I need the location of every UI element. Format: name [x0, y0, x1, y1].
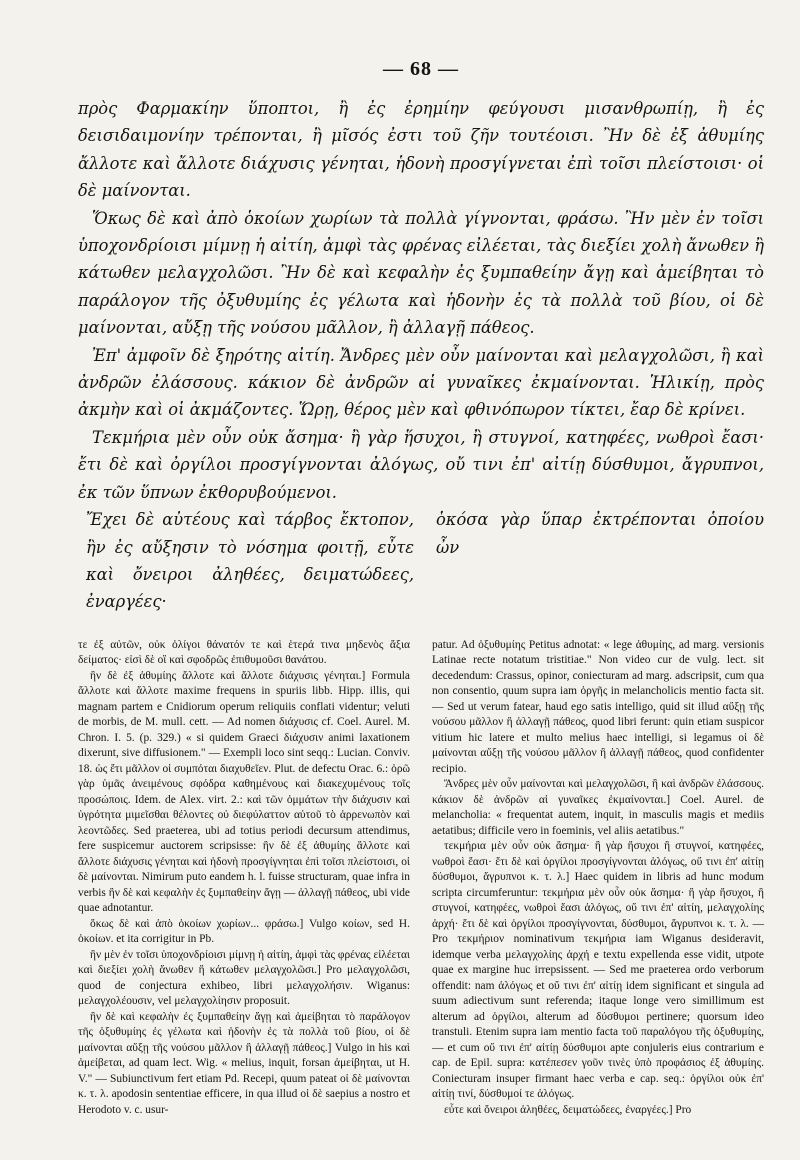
page-number: — 68 —	[383, 58, 459, 80]
footnote-paragraph: ἢν δὲ ἐξ ἀθυμίης ἄλλοτε καὶ ἄλλοτε διάχυσις γένηται.] Formula ἄλλοτε καὶ ἄλλοτε maxime frequens in spuriis libb. Hipp. illis, qui magnam partem e Cnidiorum operum reliquiis conflati videntur; veluti de morbis, de M. mull. cett. — Ad nomen διάχυσις cf. Coel. Aurel. M. Chron. I. 5. (p. 329.) « si quidem Graeci διάχυσιν animi laxationem dixerunt, sive diffusionem." — Exempli loco sint seqq.: Lucian. Conviv. 18. ὡς ἔτι μᾶλλον οἱ συμπόται διαχυθεῖεν. Plut. de defectu Orac. 6.: ὁρῶ γὰρ ὑμᾶς ἀνειμένους σφόδρα καθημένους καὶ διακεχυμένους τοῖς προσώποις. Idem. de Alex. virt. 2.: καὶ τῶν ὀμμάτων τὴν διάχυσιν καὶ ὑγρότητα μιμεῖσθαι θέλοντες οὐ διεφύλαττον αὐτοῦ τὸ ἀρρενωπὸν καὶ λεοντῶδες. Sed praeterea, ubi ad totius periodi decursum attendimus, fere suspicemur auctorem scripsisse: ἢν δὲ ἐξ ἀθυμίης ἄλλοτε καὶ ἄλλοτε διάχυσις γένηται καὶ ἡδονὴ προσγίγνηται ἐπὶ τοῖσι πλείστοισι, οἱ δὲ μαίνονται. Nimirum puto eandem h. l. fuisse structuram, quae infra in verbis ἢν δὲ καὶ κεφαλὴν ἐς ξυμπαθείην ἄγῃ — ἀλλαγῇ πάθεος, ubi vide quae adnotantur.	[78, 669, 410, 915]
footnote-paragraph: patur. Ad ὀξυθυμίης Petitus adnotat: « lege ἀθυμίης, ad marg. versionis Latinae recte notatum tristitiae." Non video cur de vulg. lect. sit decedendum: Crassus, opinor, coniecturam ad marg. adscripsit, cum qua non consentio, quum supra iam ὀργῆς in melancholicis mentio facta sit. — Sed ut verum fatear, haud ego satis intelligo, quid sit illud αὔξῃ τῆς νούσου μᾶλλον ἢ ἀλλαγῇ πάθεος, quod libri ferunt: quin etiam suspicor vitium hic latere et multo melius haec intelligi, si legamus οἱ δὲ μαίνονται αὔξῃ τῆς νούσου μᾶλλον ἢ ἀλλαγῇ πάθεος, quod confidenter recipio.	[432, 638, 764, 775]
footnote-paragraph: ἢν δὲ καὶ κεφαλὴν ἐς ξυμπαθείην ἄγῃ καὶ ἀμείβηται τὸ παράλογον τῆς ὀξυθυμίης ἐς γέλωτα καὶ ἡδονὴν ἐς τὰ πολλὰ τοῦ βίου, οἱ δὲ μαίνονται αὔξῃ τῆς νούσου μᾶλλον ἢ ἀλλαγῇ πάθεος.] Vulgo in his καὶ ἀμείβεται, ad quam lect. Wig. « melius, inquit, forsan ἀμείβηται, ut H. V." — Subiunctivum fert etiam Pd. Recepi, quum pateat οἱ δὲ μαίνονται κ. τ. λ. apodosin sententiae efficere, in qua illud οἱ δὲ saepius a nostro et Herodoto v. c. usur-	[78, 1010, 410, 1116]
footnote-column-left	[78, 638, 410, 1119]
footnote-paragraph: Ἄνδρες μὲν οὖν μαίνονται καὶ μελαγχολῶσι, ἢ καὶ ἀνδρῶν ἐλάσσους. κάκιον δὲ ἀνδρῶν αἱ γυναῖκες ἐκμαίνονται.] Coel. Aurel. de melancholia: « frequentat autem, inquit, in masculis magis et mediis aetatibus; difficile vero in foeminis, vel aliis aetatibus."	[432, 778, 764, 837]
main-paragraph: Ὅκως δὲ καὶ ἀπὸ ὁκοίων χωρίων τὰ πολλὰ γίγνονται, φράσω. Ἢν μὲν ἐν τοῖσι ὑποχονδρίοισι μίμνῃ ἡ αἰτίη, ἀμφὶ τὰς φρένας εἰλέεται, τὰς διεξίει χολὴ ἄνωθεν ἢ κάτωθεν μελαγχολῶσι. Ἢν δὲ καὶ κεφαλὴν ἐς ξυμπαθείην ἄγῃ καὶ ἀμείβηται τὸ παράλογον τῆς ὀξυθυμίης ἐς γέλωτα καὶ ἡδονὴν ἐς τὰ πολλὰ τοῦ βίου, οἱ δὲ μαίνονται, αὔξῃ τῆς νούσου μᾶλλον, ἢ ἀλλαγῇ πάθεος.	[78, 208, 764, 338]
footnote-paragraph: ἢν μὲν ἐν τοῖσι ὑποχονδρίοισι μίμνῃ ἡ αἰτίη, ἀμφὶ τὰς φρένας εἰλέεται καὶ διεξίει χολὴ ἄνωθεν ἢ κάτωθεν μελαγχολῶσι.] Pro μελαγχολῶσι, quod de conjectura exhibeo, libri μελαγχολήσιν. Wiganus: μελαγχολέουσιν, vel μελαγχολίησιν proposuit.	[78, 948, 410, 1008]
footnote-paragraph: τεκμήρια μὲν οὖν οὐκ ἄσημα· ἢ γὰρ ἥσυχοι ἢ στυγνοί, κατηφέες, νωθροὶ ἔασι· ἔτι δὲ καὶ ὀργίλοι προσγίγνονται ἀλόγως, οὔ τινι ἐπ' αἰτίῃ δύσθυμοι, ἄγρυπνοι κ. τ. λ.] Haec quidem in libris ad hunc modum scripta circumferuntur: τεκμήρια μὲν οὖν οὐκ ἄσημα· ἢ γὰρ ἥσυχοι, ἢ στυγνοί, κατηφέες, νωθροὶ ἔασι ἀλόγως, οὔ τινι ἐπ' αἰτίη, μελαγχολίης ἀρχή· ἔτι δὲ καὶ ὀργίλοι προσγίγνονται, δύσθυμοι, ἄγρυπνοι κ. τ. λ. — Pro τεκμήριον nominativum τεκμήρια iam Wiganus desideravit, idemque verba μελαγχολίης ἀρχή e textu expellenda esse vidit, utpote quae ex margine huc irrepsissent. — Sed me praeterea ordo verborum offendit: nam ἀλόγως et οὔ τινι ἐπ' αἰτίῃ idem significant et singula ad suum adiectivum sunt referenda; itaque longe vero simillimum est alterum ad ὀργίλοι, alterum ad δύσθυμοι pertinere; quorsum ideo transtuli. Etenim supra iam mentio facta τοῦ παραλόγου τῆς ὀξυθυμίης, — et cum οὔ τινι ἐπ' αἰτίῃ δύσθυμοι apte conjuleris eius contrarium e cap. de Epil. supra: κατέπεσεν γοῦν τινὲς ὑπὸ προφάσιος ἐξ ἀθυμίης. Coniecturam insuper firmant haec verba e cap. seq.: ὀργίλοι οὐκ ἐπ' αἰτίῃ τινί, δύσθυμοί τε ἀλόγως.	[432, 840, 764, 1101]
footnotes	[78, 638, 764, 1119]
main-split-left: Ἔχει δὲ αὐτέους καὶ τάρβος ἔκτοπον, ἢν ἐς αὔξησιν τὸ νόσημα φοιτῇ, εὖτε καὶ ὄνειροι ἀληθέες, δειματώδεες, ἐναργέες·	[86, 510, 414, 612]
main-paragraph: πρὸς Φαρμακίην ὕποπτοι, ἢ ἐς ἐρημίην φεύγουσι μισανθρωπίῃ, ἢ ἐς δεισιδαιμονίην τρέπονται, ἢ μῖσός ἐστι τοῦ ζῆν τουτέοισι. Ἢν δὲ ἐξ ἀθυμίης ἄλλοτε καὶ ἄλλοτε διάχυσις γένηται, ἡδονὴ προσγίγνεται ἐπὶ τοῖσι πλείστοισι· οἱ δὲ μαίνονται.	[78, 99, 764, 201]
footnote-paragraph: ὅκως δὲ καὶ ἀπὸ ὁκοίων χωρίων... φράσω.] Vulgo κοίων, sed H. ὁκοίων. et ita corrigitur in Pb.	[78, 917, 410, 946]
footnote-column-right	[432, 638, 764, 1119]
main-greek-text	[78, 95, 764, 616]
main-split-line	[78, 506, 764, 616]
footnote-paragraph: τε ἐξ αὐτῶν, οὐκ ὀλίγοι θάνατόν τε καὶ ἑτερά τινα μηδενὸς ἄξια δείματος· εἰσὶ δὲ οἳ καὶ σφοδρῶς ἐπιθυμοῦσι θανάτου.	[78, 638, 410, 667]
main-paragraph: Τεκμήρια μὲν οὖν οὐκ ἄσημα· ἢ γὰρ ἥσυχοι, ἢ στυγνοί, κατηφέες, νωθροὶ ἔασι· ἔτι δὲ καὶ ὀργίλοι προσγίγνονται ἀλόγως, οὔ τινι ἐπ' αἰτίῃ δύσθυμοι, ἄγρυπνοι, ἐκ τῶν ὕπνων ἐκθορυβούμενοι.	[78, 427, 764, 502]
footnote-paragraph: εὖτε καὶ ὄνειροι ἀληθέες, δειματώδεες, ἐναργέες.] Pro	[444, 1103, 692, 1116]
main-split-right: ὁκόσα γὰρ ὕπαρ ἐκτρέπονται ὁποίου ὦν	[436, 510, 764, 557]
main-paragraph: Ἐπ' ἀμφοῖν δὲ ξηρότης αἰτίη. Ἄνδρες μὲν οὖν μαίνονται καὶ μελαγχολῶσι, ἢ καὶ ἀνδρῶν ἐλάσσους. κάκιον δὲ ἀνδρῶν αἱ γυναῖκες ἐκμαίνονται. Ἡλικίῃ, πρὸς ἀκμὴν καὶ οἱ ἀκμάζοντες. Ὥρῃ, θέρος μὲν καὶ φθινόπωρον τίκτει, ἔαρ δὲ κρίνει.	[78, 345, 764, 420]
